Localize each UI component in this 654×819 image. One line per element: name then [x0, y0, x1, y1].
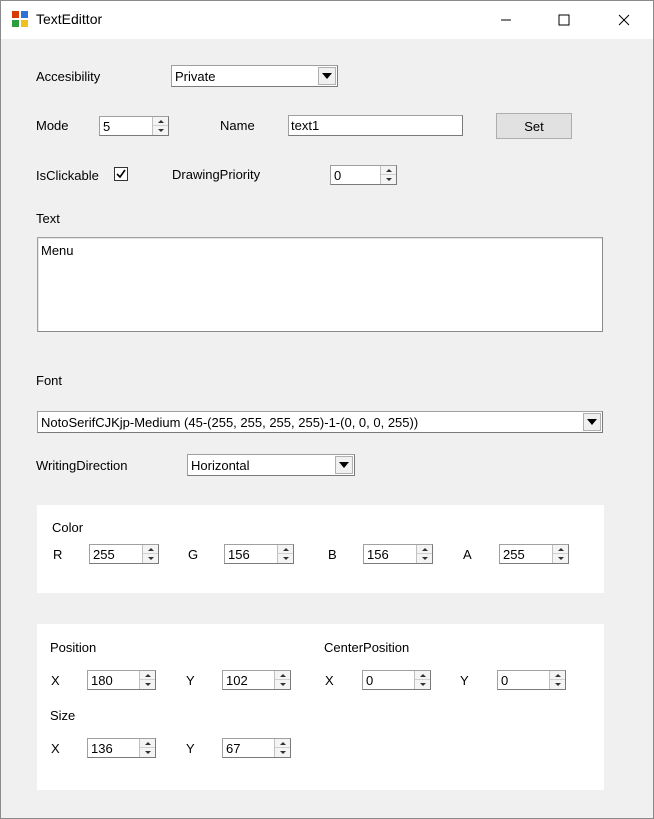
arrow-up-icon — [420, 674, 426, 677]
arrow-down-icon — [280, 751, 286, 754]
text-value: Menu — [41, 243, 74, 258]
color-r-value: 255 — [93, 547, 115, 562]
writing-direction-dropdown[interactable] — [187, 454, 355, 476]
minimize-icon — [500, 14, 512, 26]
center-position-x-value: 0 — [366, 673, 374, 688]
position-x-label: X — [51, 673, 60, 688]
size-y-down-button[interactable] — [275, 748, 290, 757]
arrow-up-icon — [283, 548, 289, 551]
font-label: Font — [36, 373, 63, 388]
accessibility-dropdown[interactable] — [171, 65, 338, 87]
size-y-value: 67 — [226, 741, 241, 756]
color-b-down-button[interactable] — [417, 554, 432, 563]
size-x-value: 136 — [91, 741, 113, 756]
center-position-x-stepper[interactable] — [362, 670, 431, 690]
color-g-up-button[interactable] — [278, 545, 293, 554]
size-y-label: Y — [186, 741, 195, 756]
arrow-up-icon — [555, 674, 561, 677]
color-b-up-button[interactable] — [417, 545, 432, 554]
color-a-label: A — [463, 547, 472, 562]
accessibility-label: Accesibility — [36, 69, 101, 84]
chevron-down-icon[interactable] — [318, 67, 336, 85]
checkmark-icon — [116, 169, 126, 179]
arrow-down-icon — [555, 683, 561, 686]
chevron-down-icon[interactable] — [335, 456, 353, 474]
color-b-value: 156 — [367, 547, 389, 562]
color-a-stepper[interactable] — [499, 544, 569, 564]
position-y-value: 102 — [226, 673, 248, 688]
color-g-value: 156 — [228, 547, 250, 562]
color-a-up-button[interactable] — [553, 545, 568, 554]
color-b-stepper[interactable] — [363, 544, 433, 564]
mode-stepper[interactable] — [99, 116, 169, 136]
name-field[interactable] — [288, 115, 463, 136]
size-label: Size — [50, 708, 76, 723]
color-r-up-button[interactable] — [143, 545, 158, 554]
center-position-y-down-button[interactable] — [550, 680, 565, 689]
center-position-y-up-button[interactable] — [550, 671, 565, 680]
drawing-priority-value: 0 — [334, 168, 342, 183]
center-position-x-up-button[interactable] — [415, 671, 430, 680]
position-x-value: 180 — [91, 673, 113, 688]
center-position-x-down-button[interactable] — [415, 680, 430, 689]
maximize-icon — [558, 14, 570, 26]
color-r-stepper[interactable] — [89, 544, 159, 564]
name-value: text1 — [291, 118, 320, 133]
size-x-label: X — [51, 741, 60, 756]
text-area[interactable] — [37, 237, 603, 332]
arrow-up-icon — [280, 674, 286, 677]
arrow-up-icon — [145, 674, 151, 677]
center-position-x-label: X — [325, 673, 334, 688]
drawing-priority-down-button[interactable] — [381, 175, 396, 184]
arrow-down-icon — [145, 751, 151, 754]
center-position-y-stepper[interactable] — [497, 670, 566, 690]
maximize-button[interactable] — [535, 1, 593, 39]
drawing-priority-label: DrawingPriority — [172, 167, 261, 182]
chevron-down-icon[interactable] — [583, 413, 601, 431]
color-r-label: R — [53, 547, 63, 562]
size-x-up-button[interactable] — [140, 739, 155, 748]
name-label: Name — [220, 118, 255, 133]
size-y-stepper[interactable] — [222, 738, 291, 758]
font-dropdown[interactable] — [37, 411, 603, 433]
arrow-down-icon — [280, 683, 286, 686]
position-y-up-button[interactable] — [275, 671, 290, 680]
arrow-up-icon — [422, 548, 428, 551]
arrow-up-icon — [558, 548, 564, 551]
size-y-up-button[interactable] — [275, 739, 290, 748]
writing-direction-value: Horizontal — [191, 458, 250, 473]
color-b-label: B — [328, 547, 337, 562]
close-button[interactable] — [595, 1, 653, 39]
window-title: TextEdittor — [36, 11, 103, 27]
accessibility-value: Private — [175, 69, 216, 84]
center-position-label: CenterPosition — [324, 640, 410, 655]
center-position-y-label: Y — [460, 673, 469, 688]
text-label: Text — [36, 211, 60, 226]
position-x-stepper[interactable] — [87, 670, 156, 690]
color-g-down-button[interactable] — [278, 554, 293, 563]
mode-down-button[interactable] — [153, 126, 168, 135]
color-g-label: G — [188, 547, 199, 562]
size-x-down-button[interactable] — [140, 748, 155, 757]
mode-label: Mode — [36, 118, 69, 133]
color-label: Color — [52, 520, 84, 535]
set-button[interactable]: Set — [496, 113, 572, 139]
color-a-value: 255 — [503, 547, 525, 562]
app-icon — [12, 11, 28, 27]
position-y-stepper[interactable] — [222, 670, 291, 690]
arrow-down-icon — [158, 129, 164, 132]
center-position-y-value: 0 — [501, 673, 509, 688]
position-label: Position — [50, 640, 97, 655]
font-value: NotoSerifCJKjp-Medium (45-(255, 255, 255, 255)-1-(0, 0, 0, 255)) — [41, 415, 419, 430]
arrow-up-icon — [158, 120, 164, 123]
position-x-up-button[interactable] — [140, 671, 155, 680]
transform-panel — [37, 624, 604, 790]
mode-value: 5 — [103, 119, 111, 134]
mode-up-button[interactable] — [153, 117, 168, 126]
title-bar[interactable] — [1, 1, 653, 39]
arrow-down-icon — [386, 178, 392, 181]
close-icon — [618, 14, 630, 26]
arrow-up-icon — [145, 742, 151, 745]
position-y-label: Y — [186, 673, 195, 688]
arrow-down-icon — [558, 557, 564, 560]
arrow-down-icon — [422, 557, 428, 560]
drawing-priority-stepper[interactable] — [330, 165, 397, 185]
writing-direction-label: WritingDirection — [36, 458, 128, 473]
arrow-up-icon — [386, 169, 392, 172]
position-x-down-button[interactable] — [140, 680, 155, 689]
clickable-checkbox[interactable] — [114, 167, 128, 181]
arrow-down-icon — [145, 683, 151, 686]
color-a-down-button[interactable] — [553, 554, 568, 563]
color-r-down-button[interactable] — [143, 554, 158, 563]
arrow-down-icon — [420, 683, 426, 686]
arrow-up-icon — [148, 548, 154, 551]
arrow-up-icon — [280, 742, 286, 745]
arrow-down-icon — [148, 557, 154, 560]
clickable-label: IsClickable — [36, 168, 99, 183]
size-x-stepper[interactable] — [87, 738, 156, 758]
drawing-priority-up-button[interactable] — [381, 166, 396, 175]
position-y-down-button[interactable] — [275, 680, 290, 689]
arrow-down-icon — [283, 557, 289, 560]
color-g-stepper[interactable] — [224, 544, 294, 564]
minimize-button[interactable] — [477, 1, 535, 39]
